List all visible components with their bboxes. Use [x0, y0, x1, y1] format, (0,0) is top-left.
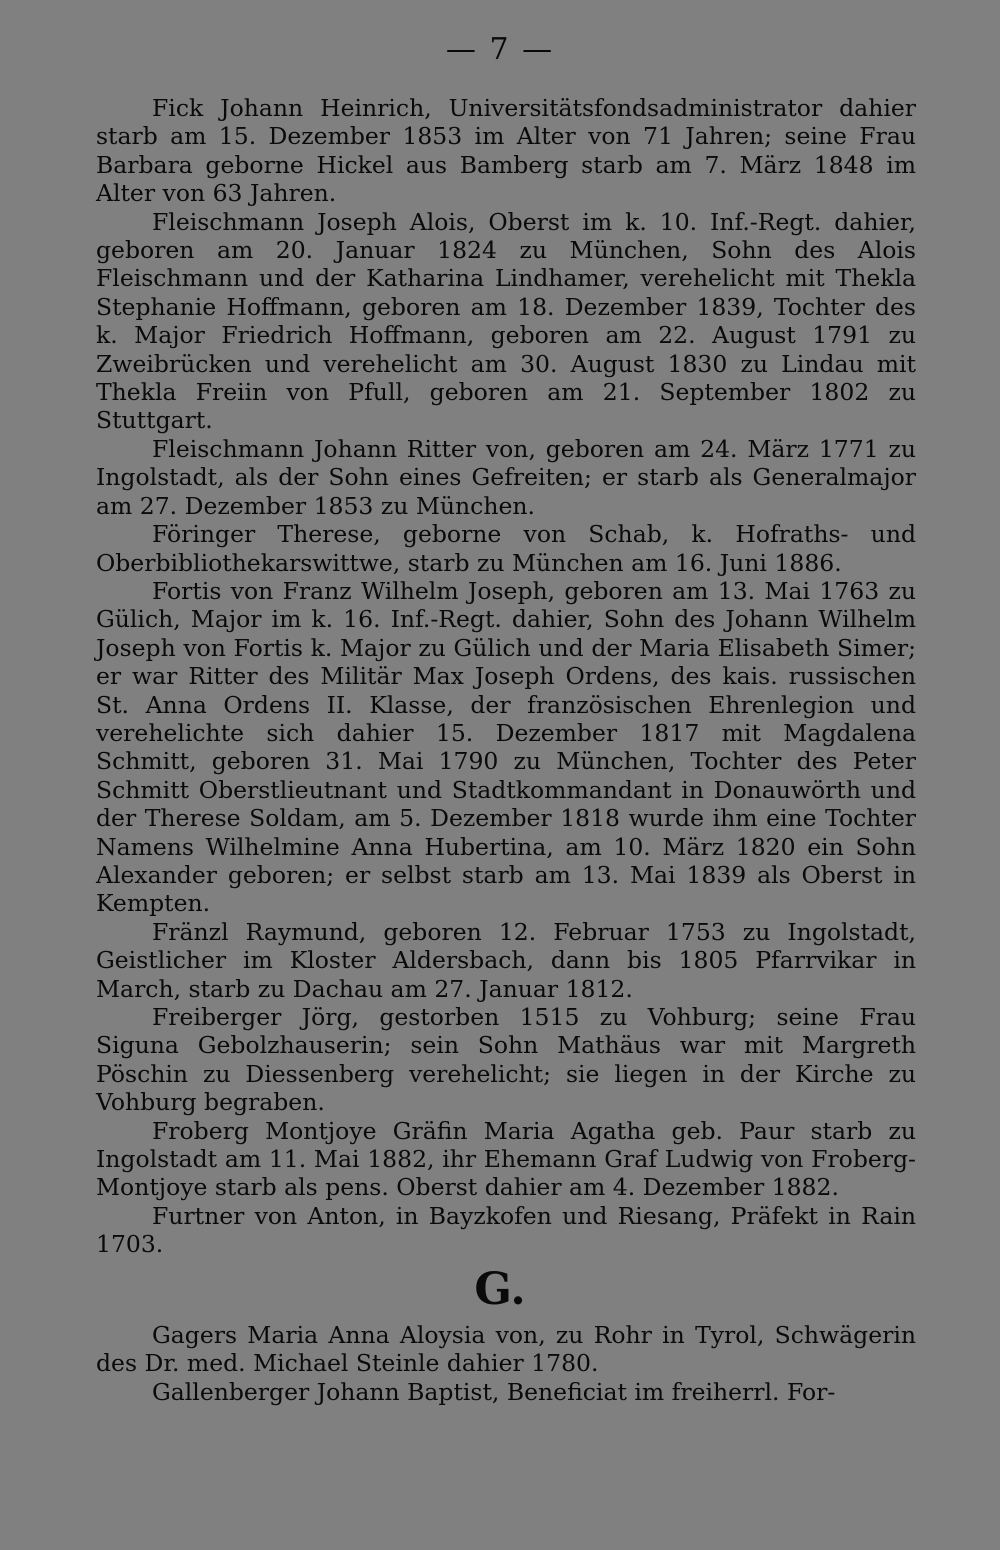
entry-foeringer: Föringer Therese, geborne von Schab, k. Hofraths- und Oberbibliothekarswittwe, starb zu München am 16. Juni 1886.: [96, 520, 916, 577]
entry-froberg: Froberg Montjoye Gräfin Maria Agatha geb. Paur starb zu Ingolstadt am 11. Mai 1882, ihr Ehemann Graf Ludwig von Froberg-Montjoye starb als pens. Oberst dahier am 4. Dezember 1882.: [96, 1116, 916, 1202]
section-heading-g: G.: [474, 1264, 526, 1315]
page-number: — 7 —: [445, 32, 555, 67]
entry-gagers: Gagers Maria Anna Aloysia von, zu Rohr in Tyrol, Schwägerin des Dr. med. Michael Steinle dahier 1780.: [96, 1321, 916, 1378]
entry-fleischmann-johann: Fleischmann Johann Ritter von, geboren am 24. März 1771 zu Ingolstadt, als der Sohn eines Gefreiten; er starb als Generalmajor am 27. Dezember 1853 zu München.: [96, 434, 916, 520]
entries-g: [96, 1321, 916, 1406]
entry-gallenberger: Gallenberger Johann Baptist, Beneficiat im freiherrl. For-: [152, 1377, 836, 1406]
entry-fraenzl: Fränzl Raymund, geboren 12. Februar 1753 zu Ingolstadt, Geistlicher im Kloster Aldersbach, dann bis 1805 Pfarrvikar in March, starb zu Dachau am 27. Januar 1812.: [96, 917, 916, 1003]
entry-fick: Fick Johann Heinrich, Universitätsfondsadministrator dahier starb am 15. Dezember 1853 im Alter von 71 Jahren; seine Frau Barbara geborne Hickel aus Bamberg starb am 7. März 1848 im Alter von 63 Jahren.: [96, 94, 916, 208]
entry-fortis: Fortis von Franz Wilhelm Joseph, geboren am 13. Mai 1763 zu Gülich, Major im k. 16. Inf.-Regt. dahier, Sohn des Johann Wilhelm Joseph von Fortis k. Major zu Gülich und der Maria Elisabeth Simer; er war Ritter des Militär Max Joseph Ordens, des kais. russischen St. Anna Ordens II. Klasse, der französischen Ehrenlegion und verehelichte sich dahier 15. Dezember 1817 mit Magdalena Schmitt, geboren 31. Mai 1790 zu München, Tochter des Peter Schmitt Oberstlieutnant und Stadtkommandant in Donauwörth und der Therese Soldam, am 5. Dezember 1818 wurde ihm eine Tochter Namens Wilhelmine Anna Hubertina, am 10. März 1820 ein Sohn Alexander geboren; er selbst starb am 13. Mai 1839 als Oberst in Kempten.: [96, 576, 916, 918]
entry-freiberger: Freiberger Jörg, gestorben 1515 zu Vohburg; seine Frau Siguna Gebolzhauserin; sein Sohn Mathäus war mit Margreth Pöschin zu Diessenberg verehelicht; sie liegen in der Kirche zu Vohburg begraben.: [96, 1003, 916, 1117]
entry-fleischmann-joseph: Fleischmann Joseph Alois, Oberst im k. 10. Inf.-Regt. dahier, geboren am 20. Januar 1824 zu München, Sohn des Alois Fleischmann und der Katharina Lindhamer, verehelicht mit Thekla Stephanie Hoffmann, geboren am 18. Dezember 1839, Tochter des k. Major Friedrich Hoffmann, geboren am 22. August 1791 zu Zweibrücken und verehelicht am 30. August 1830 zu Lindau mit Thekla Freiin von Pfull, geboren am 21. September 1802 zu Stuttgart.: [96, 207, 916, 435]
entries-f: [96, 94, 916, 1259]
entry-furtner: Furtner von Anton, in Bayzkofen und Riesang, Präfekt in Rain 1703.: [96, 1201, 916, 1259]
